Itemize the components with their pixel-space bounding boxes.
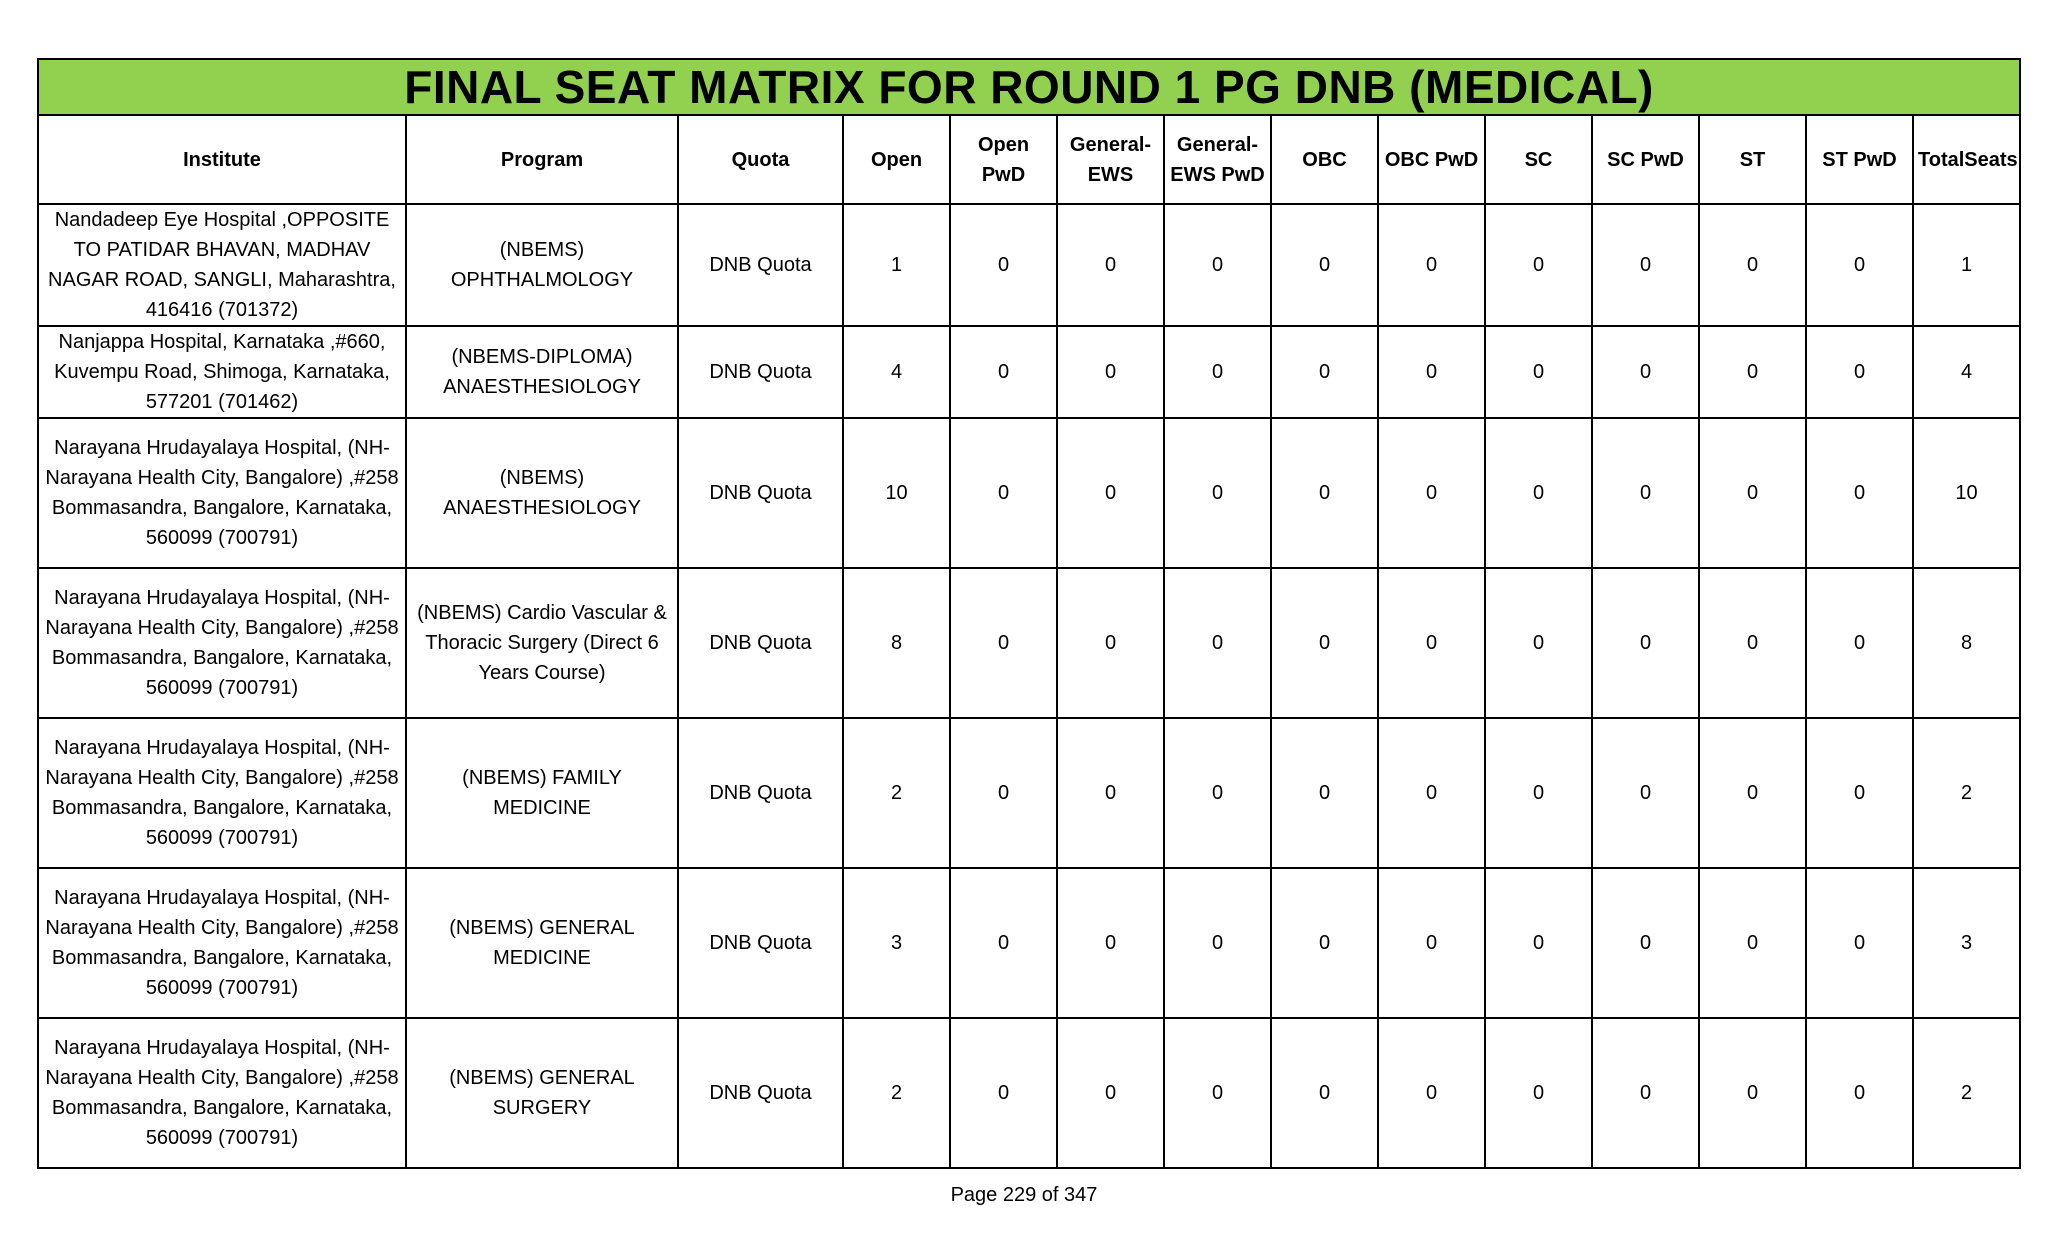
cell-sc: 0 [1485,418,1592,568]
cell-general-ews-pwd: 0 [1164,326,1271,418]
cell-program: (NBEMS) FAMILY MEDICINE [406,718,678,868]
cell-st-pwd: 0 [1806,418,1913,568]
cell-quota: DNB Quota [678,868,843,1018]
cell-open: 2 [843,718,950,868]
cell-st-pwd: 0 [1806,718,1913,868]
cell-general-ews: 0 [1057,1018,1164,1168]
cell-open-pwd: 0 [950,868,1057,1018]
table-row [38,1018,2020,1168]
cell-open-pwd: 0 [950,204,1057,326]
cell-open: 3 [843,868,950,1018]
cell-st-pwd: 0 [1806,568,1913,718]
cell-obc-pwd: 0 [1378,204,1485,326]
cell-program: (NBEMS) GENERAL SURGERY [406,1018,678,1168]
header-open: Open [843,115,950,204]
page-number: Page 229 of 347 [950,1184,1098,1206]
header-general-ews: General-EWS [1057,115,1164,204]
cell-obc-pwd: 0 [1378,418,1485,568]
cell-st: 0 [1699,418,1806,568]
cell-institute: Narayana Hrudayalaya Hospital, (NH-Narayana Health City, Bangalore) ,#258 Bommasandra, Bangalore, Karnataka, 560099 (700791) [38,718,406,868]
cell-program: (NBEMS) ANAESTHESIOLOGY [406,418,678,568]
cell-obc: 0 [1271,204,1378,326]
cell-general-ews-pwd: 0 [1164,1018,1271,1168]
cell-obc: 0 [1271,868,1378,1018]
cell-sc: 0 [1485,568,1592,718]
cell-sc-pwd: 0 [1592,568,1699,718]
header-general-ews-pwd: General-EWS PwD [1164,115,1271,204]
cell-quota: DNB Quota [678,204,843,326]
cell-sc: 0 [1485,326,1592,418]
table-row [38,568,2020,718]
cell-obc-pwd: 0 [1378,568,1485,718]
cell-quota: DNB Quota [678,1018,843,1168]
cell-sc-pwd: 0 [1592,1018,1699,1168]
cell-open: 10 [843,418,950,568]
cell-institute: Narayana Hrudayalaya Hospital, (NH-Narayana Health City, Bangalore) ,#258 Bommasandra, Bangalore, Karnataka, 560099 (700791) [38,568,406,718]
cell-program: (NBEMS) OPHTHALMOLOGY [406,204,678,326]
header-sc-pwd: SC PwD [1592,115,1699,204]
cell-obc: 0 [1271,418,1378,568]
table-row [38,204,2020,326]
cell-sc-pwd: 0 [1592,718,1699,868]
cell-open: 4 [843,326,950,418]
header-obc: OBC [1271,115,1378,204]
cell-st: 0 [1699,718,1806,868]
cell-general-ews-pwd: 0 [1164,868,1271,1018]
cell-general-ews: 0 [1057,868,1164,1018]
header-institute: Institute [38,115,406,204]
cell-open: 8 [843,568,950,718]
cell-total-seats: 8 [1913,568,2020,718]
cell-sc: 0 [1485,204,1592,326]
cell-sc-pwd: 0 [1592,418,1699,568]
cell-general-ews-pwd: 0 [1164,418,1271,568]
cell-st: 0 [1699,1018,1806,1168]
header-quota: Quota [678,115,843,204]
cell-open-pwd: 0 [950,1018,1057,1168]
cell-general-ews: 0 [1057,568,1164,718]
page-title: FINAL SEAT MATRIX FOR ROUND 1 PG DNB (MEDICAL) [38,59,2020,115]
cell-open-pwd: 0 [950,568,1057,718]
cell-obc: 0 [1271,568,1378,718]
cell-total-seats: 2 [1913,1018,2020,1168]
cell-open-pwd: 0 [950,326,1057,418]
cell-obc-pwd: 0 [1378,718,1485,868]
cell-st: 0 [1699,568,1806,718]
cell-obc: 0 [1271,1018,1378,1168]
cell-general-ews: 0 [1057,326,1164,418]
cell-st-pwd: 0 [1806,326,1913,418]
cell-st-pwd: 0 [1806,1018,1913,1168]
cell-obc-pwd: 0 [1378,1018,1485,1168]
header-sc: SC [1485,115,1592,204]
cell-institute: Narayana Hrudayalaya Hospital, (NH-Narayana Health City, Bangalore) ,#258 Bommasandra, Bangalore, Karnataka, 560099 (700791) [38,418,406,568]
cell-obc: 0 [1271,326,1378,418]
cell-general-ews-pwd: 0 [1164,204,1271,326]
cell-st-pwd: 0 [1806,204,1913,326]
cell-obc-pwd: 0 [1378,868,1485,1018]
cell-institute: Nandadeep Eye Hospital ,OPPOSITE TO PATIDAR BHAVAN, MADHAV NAGAR ROAD, SANGLI, Maharashtra, 416416 (701372) [38,204,406,326]
cell-sc: 0 [1485,868,1592,1018]
cell-general-ews: 0 [1057,204,1164,326]
header-obc-pwd: OBC PwD [1378,115,1485,204]
cell-st-pwd: 0 [1806,868,1913,1018]
cell-total-seats: 1 [1913,204,2020,326]
cell-open: 2 [843,1018,950,1168]
cell-general-ews: 0 [1057,718,1164,868]
cell-obc: 0 [1271,718,1378,868]
cell-quota: DNB Quota [678,718,843,868]
cell-st: 0 [1699,204,1806,326]
seat-matrix-table [37,58,2021,1169]
header-program: Program [406,115,678,204]
cell-st: 0 [1699,326,1806,418]
cell-institute: Nanjappa Hospital, Karnataka ,#660, Kuvempu Road, Shimoga, Karnataka, 577201 (701462) [38,326,406,418]
cell-program: (NBEMS-DIPLOMA) ANAESTHESIOLOGY [406,326,678,418]
cell-sc-pwd: 0 [1592,204,1699,326]
cell-total-seats: 10 [1913,418,2020,568]
header-total-seats: TotalSeats [1913,115,2020,204]
table-row [38,326,2020,418]
cell-open: 1 [843,204,950,326]
cell-general-ews-pwd: 0 [1164,718,1271,868]
seat-matrix-sheet [37,58,2018,1169]
cell-sc: 0 [1485,1018,1592,1168]
cell-open-pwd: 0 [950,418,1057,568]
cell-general-ews-pwd: 0 [1164,568,1271,718]
cell-quota: DNB Quota [678,326,843,418]
cell-st: 0 [1699,868,1806,1018]
cell-obc-pwd: 0 [1378,326,1485,418]
cell-sc-pwd: 0 [1592,326,1699,418]
cell-quota: DNB Quota [678,418,843,568]
header-st-pwd: ST PwD [1806,115,1913,204]
cell-total-seats: 3 [1913,868,2020,1018]
table-row [38,868,2020,1018]
cell-sc: 0 [1485,718,1592,868]
cell-institute: Narayana Hrudayalaya Hospital, (NH-Narayana Health City, Bangalore) ,#258 Bommasandra, Bangalore, Karnataka, 560099 (700791) [38,1018,406,1168]
cell-sc-pwd: 0 [1592,868,1699,1018]
cell-program: (NBEMS) Cardio Vascular & Thoracic Surgery (Direct 6 Years Course) [406,568,678,718]
cell-general-ews: 0 [1057,418,1164,568]
cell-program: (NBEMS) GENERAL MEDICINE [406,868,678,1018]
header-open-pwd: Open PwD [950,115,1057,204]
header-st: ST [1699,115,1806,204]
cell-quota: DNB Quota [678,568,843,718]
table-row [38,418,2020,568]
cell-total-seats: 4 [1913,326,2020,418]
cell-total-seats: 2 [1913,718,2020,868]
table-header-row [38,115,2020,204]
cell-institute: Narayana Hrudayalaya Hospital, (NH-Narayana Health City, Bangalore) ,#258 Bommasandra, Bangalore, Karnataka, 560099 (700791) [38,868,406,1018]
cell-open-pwd: 0 [950,718,1057,868]
table-row [38,718,2020,868]
